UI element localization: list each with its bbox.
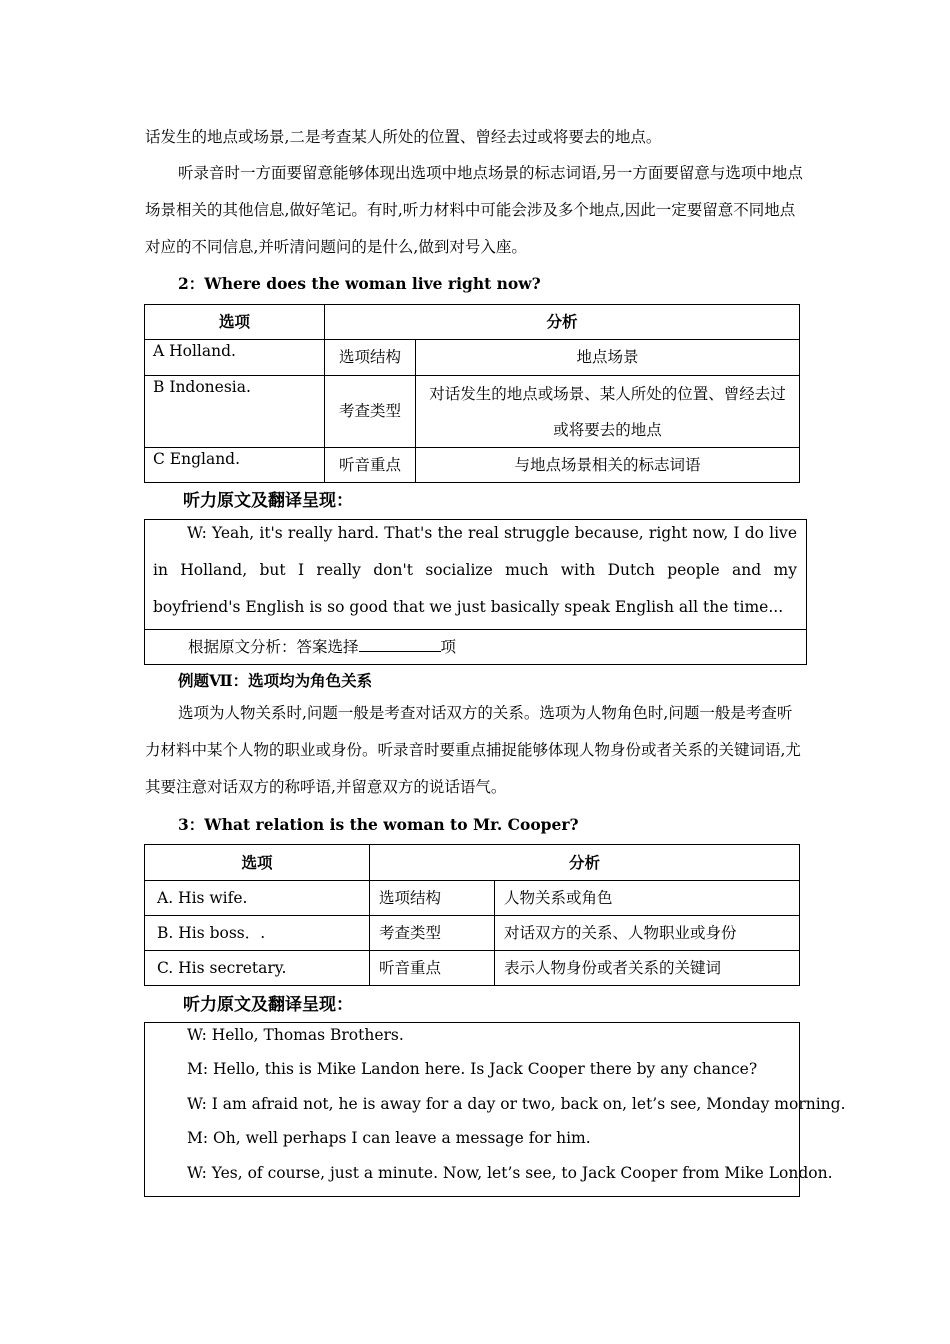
q3-option-c: C. His secretary.	[144, 950, 370, 986]
example-7-title: 例题Ⅶ：选项均为角色关系	[178, 671, 373, 690]
question-3: 3：What relation is the woman to Mr. Cooper?	[178, 815, 579, 834]
q3-header-analysis: 分析	[369, 844, 800, 881]
q2-answer-line	[188, 635, 456, 657]
q3-transcript-line: M: Oh, well perhaps I can leave a message for him.	[187, 1129, 591, 1147]
q3-transcript-line: M: Hello, this is Mike Landon here. Is Jack Cooper there by any chance?	[187, 1060, 758, 1078]
q2-option-c: C England.	[144, 447, 325, 483]
q3-value-type: 对话双方的关系、人物职业或身份	[494, 915, 800, 951]
question-2: 2：Where does the woman live right now?	[178, 274, 541, 293]
q2-label-focus: 听音重点	[324, 447, 416, 483]
example-7-paragraph: 选项为人物关系时,问题一般是考查对话双方的关系。选项为人物角色时,问题一般是考查听力材料中某个人物的职业或身份。听录音时要重点捕捉能够体现人物身份或者关系的关键词语,尤其要注意对话双方的称呼语,并留意双方的说话语气。	[145, 704, 801, 796]
q2-answer-blank	[359, 637, 441, 652]
q2-transcript-heading: 听力原文及翻译呈现：	[183, 491, 353, 511]
q2-header-options: 选项	[144, 304, 325, 340]
q2-value-type: 对话发生的地点或场景、某人所处的位置、曾经去过或将要去的地点	[415, 375, 800, 448]
q3-label-focus: 听音重点	[369, 950, 495, 986]
q3-label-type: 考查类型	[369, 915, 495, 951]
q2-option-a: A Holland.	[144, 339, 325, 376]
q3-transcript-line: W: Hello, Thomas Brothers.	[187, 1026, 404, 1044]
q3-header-options: 选项	[144, 844, 370, 881]
q2-value-structure: 地点场景	[415, 339, 800, 376]
q3-option-b: B. His boss．.	[144, 915, 370, 951]
q2-option-b: B Indonesia.	[144, 375, 325, 448]
intro-paragraph: 听录音时一方面要留意能够体现出选项中地点场景的标志词语,另一方面要留意与选项中地点场景相关的其他信息,做好笔记。有时,听力材料中可能会涉及多个地点,因此一定要留意不同地点对应的不同信息,并听清问题问的是什么,做到对号入座。	[145, 164, 803, 256]
q3-transcript-heading: 听力原文及翻译呈现：	[183, 995, 353, 1015]
intro-line: 话发生的地点或场景,二是考查某人所处的位置、曾经去过或将要去的地点。	[145, 128, 662, 146]
q2-value-focus: 与地点场景相关的标志词语	[415, 447, 800, 483]
q2-header-analysis: 分析	[324, 304, 800, 340]
q2-label-structure: 选项结构	[324, 339, 416, 376]
q2-transcript-text: W: Yeah, it's really hard. That's the real struggle because, right now, I do live in Holland, but I really don't socialize much with Dutch people and my boyfriend's English is so good that we just basically speak English all the time...	[153, 524, 797, 616]
q3-value-focus: 表示人物身份或者关系的关键词	[494, 950, 800, 986]
q3-transcript-line: W: I am afraid not, he is away for a day or two, back on, let’s see, Monday morning.	[187, 1095, 846, 1113]
q3-value-structure: 人物关系或角色	[494, 880, 800, 916]
q2-transcript-box	[144, 519, 807, 665]
q3-transcript-line: W: Yes, of course, just a minute. Now, let’s see, to Jack Cooper from Mike London.	[187, 1164, 833, 1182]
q2-label-type: 考查类型	[324, 375, 416, 448]
q2-answer-suffix: 项	[440, 638, 457, 656]
q3-option-a: A. His wife.	[144, 880, 370, 916]
q3-transcript-box	[144, 1022, 846, 1197]
q2-answer-prefix: 根据原文分析：答案选择	[188, 638, 359, 656]
q3-label-structure: 选项结构	[369, 880, 495, 916]
